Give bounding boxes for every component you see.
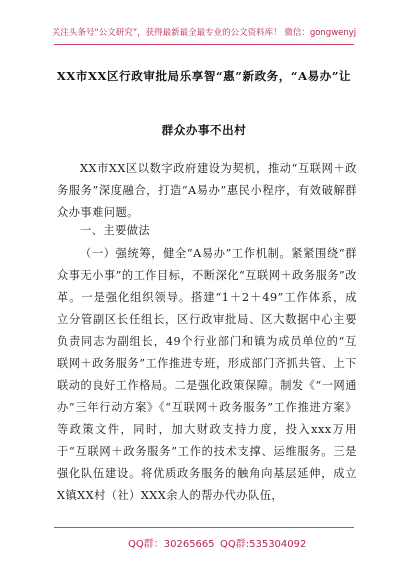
intro-paragraph: XX市XX区以数字政府建设为契机，推动“互联网＋政务服务”深度融合，打造“A易办”惠民小程序，有效破解群众办事难问题。 [57,162,357,219]
body-paragraph: （一）强统筹，健全“A易办”工作机制。紧紧围绕“群众事无小事”的工作目标，不断深化“互联网＋政务服务”改革。一是强化组织领导。搭建“1＋2＋49”工作体系，成立分管副区长任组长，区行政审批局、区大数据中心主要负责同志为副组长，49个行业部门和镇为成员单位的“互联网＋政务服务”工作推进专班，形成部门齐抓共管、上下联动的良好工作格局。二是强化政策保障。制发《“一网通办”三年行动方案》《“互联网＋政务服务”工作推进方案》等政策文件，同时，加大财政支持力度，投入xxx万用于“互联网＋政务服务”工作的技术支撑、运维服务。三是强化队伍建设。将优质政务服务的触角向基层延伸，成立X镇XX村（社）XXX余人的帮办代办队伍， [57,247,357,502]
header-divider [54,44,354,45]
header-promo-text: 关注头条号“公文研究”，获得最新最全最专业的公文资料库！ 微信：gongwenyj [51,28,357,38]
footer-qq-group-1: QQ群：30265665 [128,539,215,550]
document-title-line-1: XX市XX区行政审批局乐享智“惠”新政务，“A易办”让 [56,69,352,83]
footer-divider [54,527,354,528]
footer-qq-group-2: QQ群:535304092 [220,539,307,550]
document-title-line-2: 群众办事不出村 [161,123,247,137]
section-heading: 一、主要做法 [80,224,151,237]
